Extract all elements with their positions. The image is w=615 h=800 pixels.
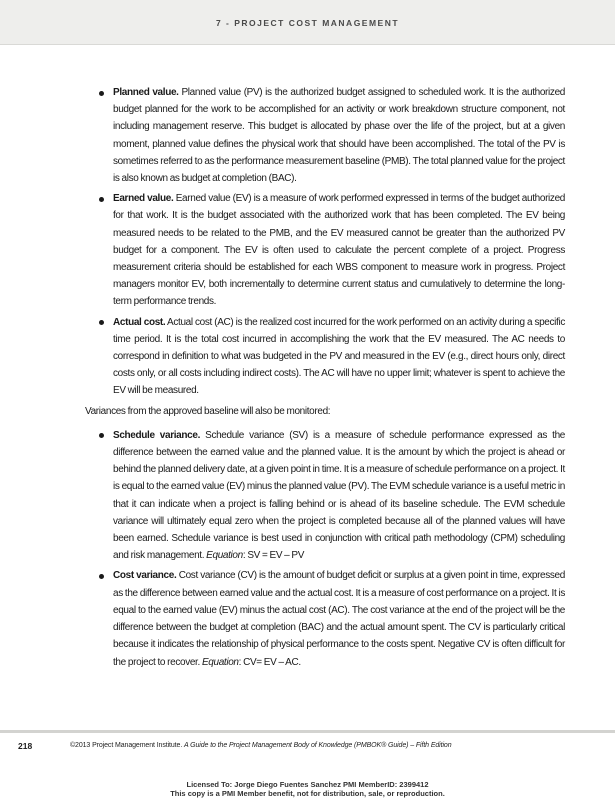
variances-intro-paragraph: Variances from the approved baseline will also be monitored: (85, 405, 331, 417)
equation-label: Equation (201, 656, 239, 668)
term-planned-value: Planned value. (113, 87, 179, 98)
equation-cost-variance: : CV= EV – AC. (238, 656, 301, 668)
footer-citation (70, 742, 452, 749)
license-line-1: Licensed To: Jorge Diego Fuentes Sanchez PMI MemberID: 2399412 (186, 780, 429, 789)
list-item-actual-cost (85, 314, 565, 400)
definition-earned-value: Earned value (EV) is a measure of work performed expressed in terms of the budget authorized for that work. It is the budget associated with the authorized work that has been completed. The EV being measured needs to be related to the PMB, and the EV measured cannot be greater than the authorized PV budget for a component. The EV is often used to calculate the percent complete of a project. Progress measurement criteria should be established for each WBS component to measure work in progress. Project managers monitor EV, both incrementally to determine current status and cumulatively to determine the long-term performance trends. (113, 193, 565, 308)
definition-planned-value: Planned value (PV) is the authorized budget assigned to scheduled work. It is the authorized budget planned for the work to be accomplished for an activity or work breakdown structure component, not including management reserve. This budget is allocated by phase over the life of the project, but at a given moment, planned value defines the physical work that should have been accomplished. The total of the PV is sometimes referred to as the performance measurement baseline (PMB). The total planned value for the project is also known as budget at completion (BAC). (113, 87, 565, 185)
term-schedule-variance: Schedule variance. (113, 429, 200, 441)
definition-cost-variance: Cost variance (CV) is the amount of budget deficit or surplus at a given point in time, expressed as the difference between earned value and the actual cost. It is a measure of cost performance on a project. It is equal to the earned value (EV) minus the actual cost (AC). The cost variance at the end of the project will be the difference between the budget at completion (BAC) and the actual amount spent. The CV is particularly critical because it indicates the relationship of physical performance to the costs spent. Negative CV is often difficult for the project to recover. (113, 570, 565, 668)
chapter-header: 7 - PROJECT COST MANAGEMENT (215, 18, 400, 28)
equation-schedule-variance: : SV = EV – PV (242, 550, 305, 562)
bullet-icon (99, 91, 104, 96)
term-cost-variance: Cost variance. (113, 570, 177, 582)
bullet-icon (99, 433, 104, 438)
license-line-2: This copy is a PMI Member benefit, not for distribution, sale, or reproduction. (170, 789, 445, 798)
definition-actual-cost: Actual cost (AC) is the realized cost incurred for the work performed on an activity during a specific time period. It is the total cost incurred in accomplishing the work that the EV measured. The AC needs to correspond in definition to what was budgeted in the PV and measured in the EV (e.g., direct hours only, direct costs only, or all costs including indirect costs). The AC will have no upper limit; whatever is spent to achieve the EV will be measured. (113, 316, 565, 397)
term-actual-cost: Actual cost. (113, 316, 166, 328)
bullet-icon (99, 320, 104, 325)
definition-schedule-variance: Schedule variance (SV) is a measure of schedule performance expressed as the difference between the earned value and the planned value. It is the amount by which the project is ahead or behind the planned delivery date, at a given point in time. It is a measure of schedule performance on a project. It is equal to the earned value (EV) minus the planned value (PV). The EVM schedule variance is a useful metric in that it can indicate when a project is falling behind or is ahead of its baseline schedule. The EVM schedule variance will ultimately equal zero when the project is completed because all of the planned values will have been earned. Schedule variance is best used in conjunction with critical path methodology (CPM) scheduling and risk management. (113, 429, 565, 562)
bullet-icon (99, 197, 104, 202)
list-item-schedule-variance (85, 427, 565, 565)
bullet-icon (99, 574, 104, 579)
variance-terms-list (85, 427, 565, 671)
list-item-cost-variance (85, 567, 565, 670)
equation-label: Equation (206, 550, 243, 562)
footer-divider (0, 730, 615, 733)
term-earned-value: Earned value. (113, 193, 174, 205)
list-item-planned-value (85, 84, 565, 187)
list-item-earned-value (85, 190, 565, 310)
page-number: 218 (18, 741, 33, 751)
copyright-text: ©2013 Project Management Institute. (70, 742, 185, 749)
book-title: A Guide to the Project Management Body of Knowledge (PMBOK® Guide) – Fifth Edition (184, 742, 452, 749)
license-notice (0, 780, 615, 798)
page-body (85, 84, 565, 674)
earned-value-terms-list (85, 84, 565, 400)
